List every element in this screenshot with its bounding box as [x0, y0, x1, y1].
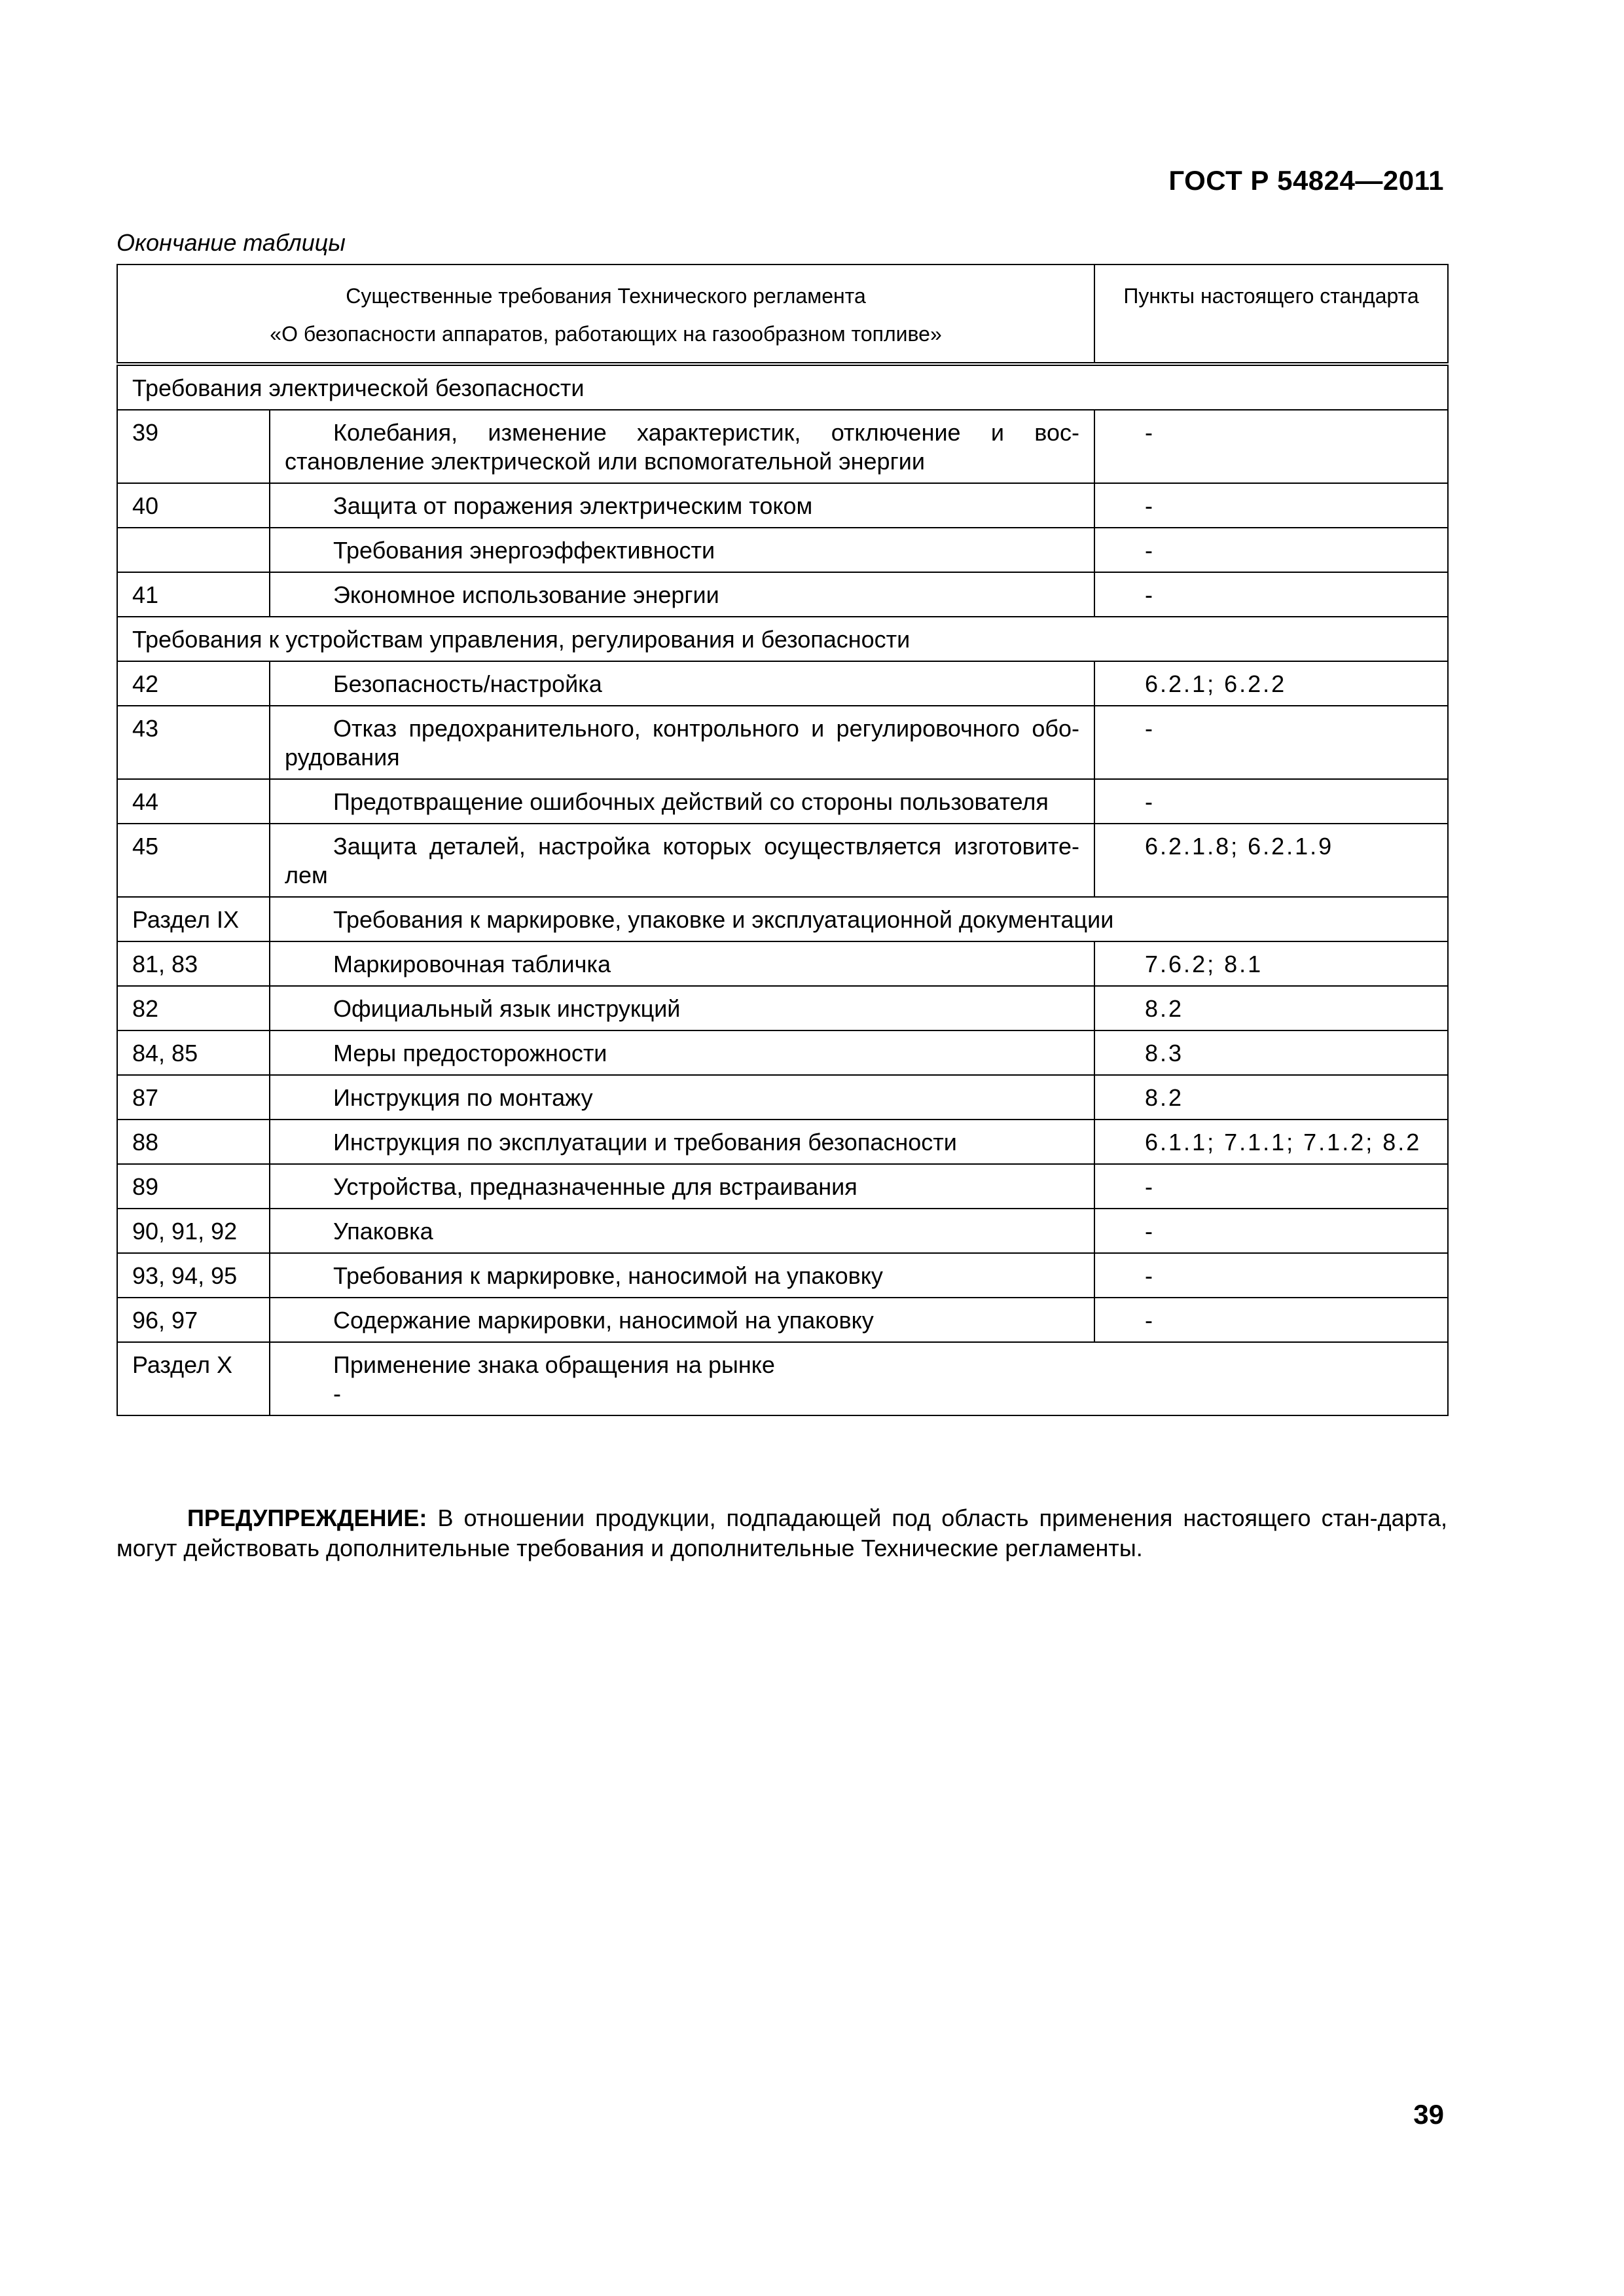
- row-clauses: 6.2.1; 6.2.2: [1094, 661, 1448, 706]
- row-number: 39: [117, 410, 270, 483]
- table-row: [117, 1253, 1448, 1298]
- table-row: [117, 528, 1448, 572]
- table-caption: Окончание таблицы: [117, 229, 346, 256]
- row-requirement: Предотвращение ошибочных действий со стороны пользователя: [270, 779, 1094, 824]
- table-row: [117, 1209, 1448, 1253]
- table-row: [117, 986, 1448, 1030]
- row-clauses: 6.2.1.8; 6.2.1.9: [1094, 824, 1448, 897]
- row-requirement: Безопасность/настройка: [270, 661, 1094, 706]
- row-clauses: 7.6.2; 8.1: [1094, 941, 1448, 986]
- table-header-row: [117, 264, 1448, 364]
- row-requirement-text: Применение знака обращения на рынке: [333, 1351, 775, 1378]
- row-requirement: Защита деталей, настройка которых осуществляется изготовите-лем: [270, 824, 1094, 897]
- row-requirement-text: Требования к маркировке, упаковке и эксплуатационной документации: [333, 906, 1114, 933]
- header-requirements-line2: «О безопасности аппаратов, работающих на газообразном топливе»: [270, 322, 942, 346]
- row-number: 87: [117, 1075, 270, 1120]
- row-number: 40: [117, 483, 270, 528]
- row-number: 43: [117, 706, 270, 779]
- table-row: [117, 1120, 1448, 1164]
- row-clauses: -: [1094, 1298, 1448, 1342]
- row-requirement: Защита от поражения электрическим током: [270, 483, 1094, 528]
- row-requirement: Требования энергоэффективности: [270, 528, 1094, 572]
- section-heading-row: [117, 617, 1448, 661]
- row-requirement-extra: -: [333, 1380, 341, 1407]
- row-clauses: 8.2: [1094, 1075, 1448, 1120]
- row-requirement: Экономное использование энергии: [270, 572, 1094, 617]
- row-clauses: -: [1094, 706, 1448, 779]
- row-number: 42: [117, 661, 270, 706]
- row-number: 89: [117, 1164, 270, 1209]
- row-number: 84, 85: [117, 1030, 270, 1075]
- row-requirement: Инструкция по эксплуатации и требования безопасности: [270, 1120, 1094, 1164]
- row-clauses: 8.3: [1094, 1030, 1448, 1075]
- row-number: Раздел X: [117, 1342, 270, 1415]
- row-requirement: Отказ предохранительного, контрольного и регулировочного обо-рудования: [270, 706, 1094, 779]
- section-heading-row: [117, 364, 1448, 410]
- row-number: 44: [117, 779, 270, 824]
- row-clauses: -: [1094, 1209, 1448, 1253]
- row-requirement: [270, 897, 1448, 941]
- row-requirement: Официальный язык инструкций: [270, 986, 1094, 1030]
- requirements-table: [117, 264, 1449, 1416]
- warning-text: В отношении продукции, подпадающей под область применения настоящего стан-дарта, могут действовать дополнительные требования и дополнительные Технические регламенты.: [117, 1504, 1447, 1561]
- table-row: [117, 779, 1448, 824]
- warning-label: ПРЕДУПРЕЖДЕНИЕ:: [187, 1504, 427, 1531]
- row-number: 41: [117, 572, 270, 617]
- row-number: 81, 83: [117, 941, 270, 986]
- table-row: [117, 941, 1448, 986]
- row-clauses: 8.2: [1094, 986, 1448, 1030]
- row-number: 96, 97: [117, 1298, 270, 1342]
- section-row: [117, 1342, 1448, 1415]
- section-heading: Требования электрической безопасности: [117, 364, 1448, 410]
- row-clauses: -: [1094, 528, 1448, 572]
- warning-note: [117, 1503, 1447, 1563]
- row-requirement: Колебания, изменение характеристик, отключение и вос-становление электрической или вспомогательной энергии: [270, 410, 1094, 483]
- row-clauses: -: [1094, 1164, 1448, 1209]
- table-row: [117, 1164, 1448, 1209]
- row-clauses: -: [1094, 483, 1448, 528]
- row-requirement: Устройства, предназначенные для встраивания: [270, 1164, 1094, 1209]
- standard-designation: ГОСТ Р 54824—2011: [1168, 165, 1444, 196]
- row-requirement: Требования к маркировке, наносимой на упаковку: [270, 1253, 1094, 1298]
- requirements-table-body: [117, 264, 1448, 1415]
- table-row: [117, 824, 1448, 897]
- section-row: [117, 897, 1448, 941]
- row-number: [117, 528, 270, 572]
- row-requirement: [270, 1342, 1448, 1415]
- row-clauses: -: [1094, 410, 1448, 483]
- table-row: [117, 1075, 1448, 1120]
- table-row: [117, 410, 1448, 483]
- row-requirement: Маркировочная табличка: [270, 941, 1094, 986]
- row-clauses: 6.1.1; 7.1.1; 7.1.2; 8.2: [1094, 1120, 1448, 1164]
- row-clauses: -: [1094, 572, 1448, 617]
- row-clauses: -: [1094, 779, 1448, 824]
- row-requirement: Содержание маркировки, наносимой на упаковку: [270, 1298, 1094, 1342]
- section-heading: Требования к устройствам управления, регулирования и безопасности: [117, 617, 1448, 661]
- table-row: [117, 572, 1448, 617]
- row-number: 90, 91, 92: [117, 1209, 270, 1253]
- row-number: Раздел IX: [117, 897, 270, 941]
- row-number: 45: [117, 824, 270, 897]
- header-requirements-line1: Существенные требования Технического регламента: [346, 284, 866, 308]
- row-requirement: Упаковка: [270, 1209, 1094, 1253]
- header-requirements-cell: [117, 264, 1094, 364]
- row-clauses: -: [1094, 1253, 1448, 1298]
- row-number: 88: [117, 1120, 270, 1164]
- header-clauses-cell: Пункты настоящего стандарта: [1094, 264, 1448, 364]
- table-row: [117, 706, 1448, 779]
- row-number: 93, 94, 95: [117, 1253, 270, 1298]
- row-requirement: Меры предосторожности: [270, 1030, 1094, 1075]
- page-number: 39: [1413, 2099, 1444, 2130]
- table-row: [117, 483, 1448, 528]
- table-row: [117, 1298, 1448, 1342]
- row-number: 82: [117, 986, 270, 1030]
- table-row: [117, 661, 1448, 706]
- table-row: [117, 1030, 1448, 1075]
- row-requirement: Инструкция по монтажу: [270, 1075, 1094, 1120]
